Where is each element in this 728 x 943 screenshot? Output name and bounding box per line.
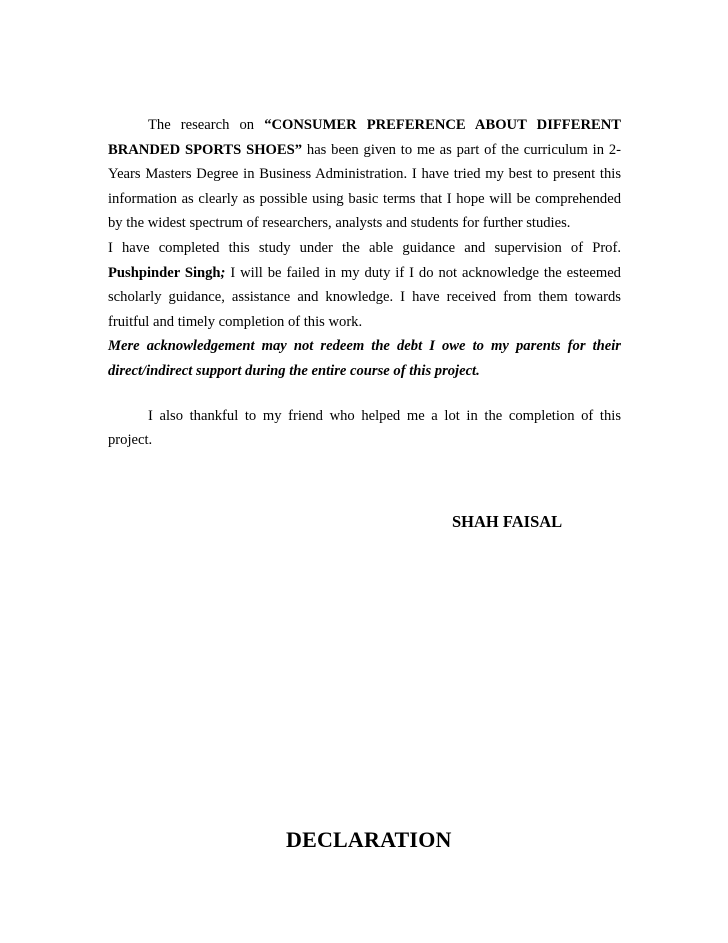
- guidance-intro-text: I have completed this study under the able guidance and supervision of Prof.: [108, 239, 621, 256]
- paragraph-friend-thanks: I also thankful to my friend who helped me a lot in the completion of this project.: [108, 407, 621, 449]
- guide-name: Pushpinder Singh: [108, 264, 221, 281]
- paragraph-guidance: [108, 236, 621, 334]
- paragraph-research-intro: [108, 113, 621, 236]
- section-heading-declaration: DECLARATION: [286, 827, 452, 852]
- acknowledgement-body: [108, 113, 621, 453]
- paragraph-gap: [108, 384, 621, 404]
- guidance-rest-text: I will be failed in my duty if I do not acknowledge the esteemed scholarly guidance, assistance and knowledge. I have received from them towards fruitful and timely completion of this work.: [108, 264, 621, 330]
- guide-semicolon: ;: [220, 264, 226, 281]
- research-rest-text: has been given to me as part of the curriculum in 2-Years Masters Degree in Business Administration. I have tried my best to present this information as clearly as possible using basic terms that I hope will be comprehended by the widest spectrum of researchers, analysts and students for further studies.: [108, 141, 621, 232]
- paragraph-parents: Mere acknowledgement may not redeem the debt I owe to my parents for their direct/indirect support during the entire course of this project.: [108, 338, 621, 379]
- research-intro-text: The research on: [148, 117, 265, 133]
- research-title: “CONSUMER PREFERENCE ABOUT DIFFERENT BRANDED SPORTS SHOES”: [108, 117, 621, 158]
- author-signature: SHAH FAISAL: [452, 512, 563, 531]
